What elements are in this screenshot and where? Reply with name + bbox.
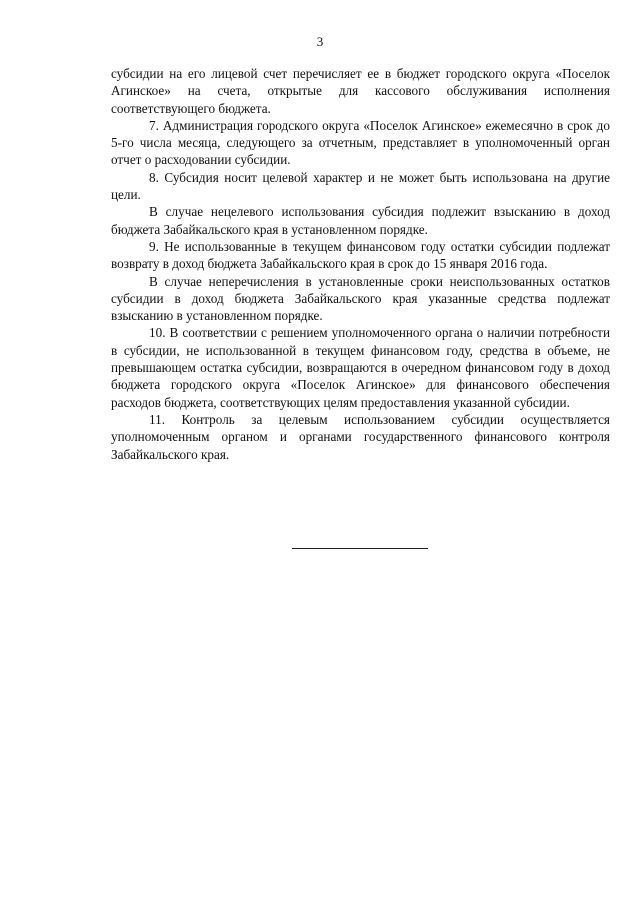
paragraph-item-7: 7. Администрация городского округа «Поселок Агинское» ежемесячно в срок до 5-го числа месяца, следующего за отчетным, представляет в уполномоченный орган отчет о расходовании субсидии. — [111, 117, 610, 168]
page-number: 3 — [316, 34, 324, 49]
paragraph-item-10: 10. В соответствии с решением уполномоченного органа о наличии потребности в субсидии, не использованной в текущем финансовом году, средства в объеме, не превышающем остатка субсидии, возвращаются в очередном финансовом году в доход бюджета городского округа «Поселок Агинское» для финансового обеспечения расходов бюджета, соответствующих целям предоставления указанной субсидии. — [111, 325, 610, 410]
end-of-document-rule — [292, 548, 428, 549]
paragraph-item-9-nontransfer: В случае неперечисления в установленные сроки неиспользованных остатков субсидии в доход бюджета Забайкальского края указанные средства подлежат взысканию в установленном порядке. — [111, 273, 610, 324]
paragraph-item-8-misuse: В случае нецелевого использования субсидия подлежит взысканию в доход бюджета Забайкальского края в установленном порядке. — [111, 204, 610, 237]
paragraph-item-11: 11. Контроль за целевым использованием субсидии осуществляется уполномоченным органом и органами государственного финансового контроля Забайкальского края. — [111, 411, 610, 462]
paragraph-item-8: 8. Субсидия носит целевой характер и не может быть использована на другие цели. — [111, 169, 610, 203]
paragraph-item-9: 9. Не использованные в текущем финансовом году остатки субсидии подлежат возврату в доход бюджета Забайкальского края в срок до 15 января 2016 года. — [111, 238, 610, 272]
document-body — [111, 65, 610, 463]
paragraph-continuation: субсидии на его лицевой счет перечисляет ее в бюджет городского округа «Поселок Агинское» на счета, открытые для кассового обслуживания исполнения соответствующего бюджета. — [111, 66, 610, 116]
